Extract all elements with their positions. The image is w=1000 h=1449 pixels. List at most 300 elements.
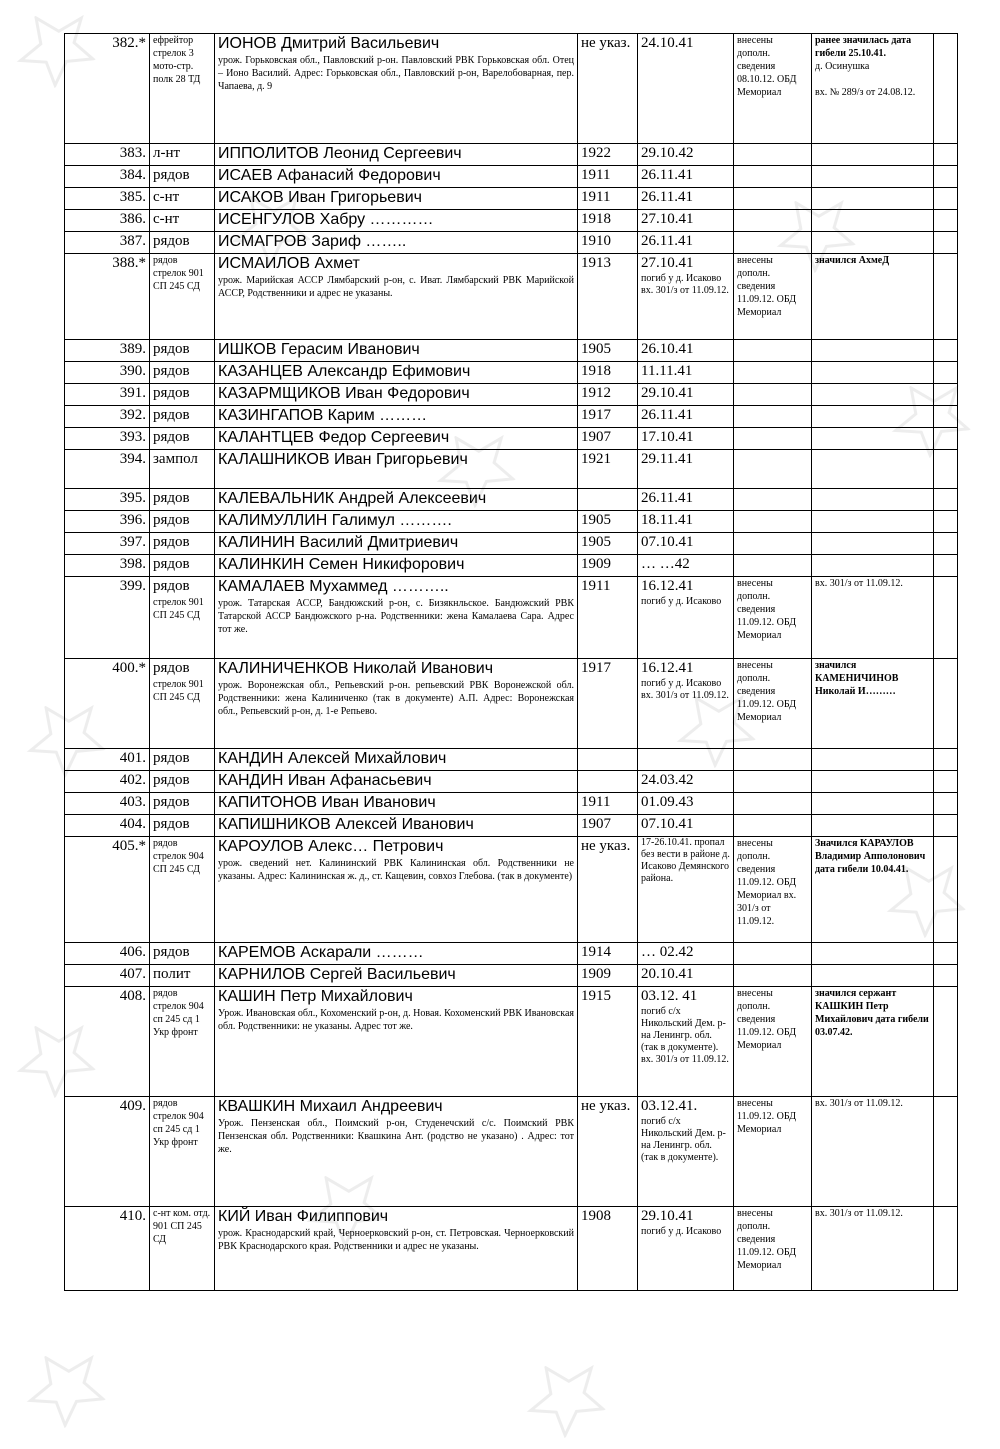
extra-cell — [934, 577, 958, 659]
death-date-cell — [638, 232, 734, 254]
name-cell — [215, 489, 578, 511]
birth-year: 1908 — [581, 1208, 611, 1224]
name-cell — [215, 815, 578, 837]
rank-text: рядов — [153, 429, 190, 445]
name-cell — [215, 987, 578, 1097]
birth-year: 1905 — [581, 512, 611, 528]
info-cell — [734, 254, 812, 340]
death-date-cell — [638, 555, 734, 577]
info-cell — [734, 965, 812, 987]
info-text: внесены дополн. сведения 11.09.12. ОБД Мемориал — [737, 660, 797, 723]
info-cell — [734, 815, 812, 837]
death-date: 29.10.41 — [641, 385, 694, 401]
row-number-text: 385. — [119, 189, 146, 205]
rank-cell — [150, 943, 215, 965]
death-date: 26.11.41 — [641, 167, 693, 183]
rank-cell — [150, 659, 215, 749]
death-note: погиб с/х Никольский Дем. р-на Ленингр. обл. (так в документе). вх. 301/з от 11.09.12. — [641, 1006, 729, 1065]
rank-text: рядов — [153, 772, 190, 788]
rank-text: рядов стрелок 904 сп 245 сд 1 Укр фронт — [153, 988, 204, 1038]
row-number-text: 386. — [119, 211, 146, 227]
birth-year: 1921 — [581, 451, 611, 467]
table-row — [65, 188, 958, 210]
remark-cell — [812, 188, 934, 210]
death-date-cell — [638, 837, 734, 943]
extra-cell — [934, 254, 958, 340]
table-row — [65, 771, 958, 793]
table-row — [65, 1097, 958, 1207]
row-number-text: 396. — [119, 512, 146, 528]
death-date: 01.09.43 — [641, 794, 694, 810]
table-row — [65, 749, 958, 771]
info-cell — [734, 1207, 812, 1291]
birth-year-cell — [578, 166, 638, 188]
full-name: ИСМАИЛОВ Ахмет — [218, 255, 360, 272]
birth-year-cell — [578, 362, 638, 384]
table-row — [65, 577, 958, 659]
birth-year: 1911 — [581, 794, 611, 810]
row-number — [65, 987, 150, 1097]
full-name: КАЛИМУЛЛИН Галимул ………. — [218, 512, 452, 529]
birth-year-cell — [578, 965, 638, 987]
rank-text: с-нт — [153, 211, 180, 227]
death-date: 27.10.41 — [641, 211, 694, 227]
death-date-cell — [638, 533, 734, 555]
rank-text: полит — [153, 966, 191, 982]
row-number — [65, 34, 150, 144]
rank-cell — [150, 489, 215, 511]
person-details: урож. Воронежская обл., Репьевский р-он. репьевский РВК Воронежской обл. Родственники: жена Калиниченко (так в документе) А.П. Адрес: Воронежская обл., Репьевский р-он, д. 1-е Репьево. — [218, 680, 574, 717]
name-cell — [215, 210, 578, 232]
rank-cell — [150, 555, 215, 577]
extra-cell — [934, 210, 958, 232]
birth-year: 1915 — [581, 988, 611, 1004]
extra-cell — [934, 450, 958, 489]
birth-year-cell — [578, 384, 638, 406]
row-number — [65, 771, 150, 793]
birth-year-cell — [578, 254, 638, 340]
death-date-cell — [638, 489, 734, 511]
row-number — [65, 749, 150, 771]
full-name: КАЛАНТЦЕВ Федор Сергеевич — [218, 429, 450, 446]
death-date: 11.11.41 — [641, 363, 693, 379]
birth-year-cell — [578, 749, 638, 771]
row-number — [65, 188, 150, 210]
remark-cell — [812, 659, 934, 749]
row-number — [65, 793, 150, 815]
row-number — [65, 232, 150, 254]
death-date: 18.11.41 — [641, 512, 693, 528]
info-cell — [734, 771, 812, 793]
table-row — [65, 943, 958, 965]
info-cell — [734, 428, 812, 450]
name-cell — [215, 577, 578, 659]
full-name: ИСЕНГУЛОВ Хабру ………… — [218, 211, 434, 228]
row-number — [65, 1207, 150, 1291]
table-row — [65, 166, 958, 188]
full-name: КАЛИНИН Василий Дмитриевич — [218, 534, 459, 551]
name-cell — [215, 34, 578, 144]
birth-year: 1917 — [581, 660, 611, 676]
info-cell — [734, 489, 812, 511]
extra-cell — [934, 555, 958, 577]
full-name: ИШКОВ Герасим Иванович — [218, 341, 420, 358]
row-number-text: 393. — [119, 429, 146, 445]
remark-cell — [812, 749, 934, 771]
extra-cell — [934, 1097, 958, 1207]
remark-bold: значился АхмеД — [815, 255, 890, 266]
row-number-text: 383. — [119, 145, 146, 161]
info-cell — [734, 659, 812, 749]
remark-bold: Значился КАРАУЛОВ Владимир Апполонович дата гибели 10.04.41. — [815, 838, 926, 875]
death-date: 16.12.41 — [641, 660, 694, 676]
rank-cell — [150, 1207, 215, 1291]
table-row — [65, 34, 958, 144]
full-name: ИСАЕВ Афанасий Федорович — [218, 167, 441, 184]
row-number-text: 390. — [119, 363, 146, 379]
death-date: 29.10.41 — [641, 1208, 694, 1224]
death-date-cell — [638, 406, 734, 428]
rank-cell — [150, 34, 215, 144]
remark-bold: ранее значилась дата гибели 25.10.41. — [815, 35, 912, 59]
full-name: КАПИТОНОВ Иван Иванович — [218, 794, 436, 811]
full-name: КАЛИНИЧЕНКОВ Николай Иванович — [218, 660, 494, 677]
death-date-cell — [638, 166, 734, 188]
rank-cell — [150, 511, 215, 533]
death-date-cell — [638, 943, 734, 965]
remark-cell — [812, 144, 934, 166]
extra-cell — [934, 943, 958, 965]
birth-year: 1911 — [581, 167, 611, 183]
birth-year: 1910 — [581, 233, 611, 249]
birth-year-cell — [578, 34, 638, 144]
death-date: … …42 — [641, 556, 690, 572]
rank-cell — [150, 232, 215, 254]
birth-year-cell — [578, 1207, 638, 1291]
rank-cell — [150, 362, 215, 384]
birth-year-cell — [578, 144, 638, 166]
remark-text: вх. 301/з от 11.09.12. — [815, 578, 903, 589]
remark-cell — [812, 815, 934, 837]
row-number — [65, 555, 150, 577]
row-number — [65, 511, 150, 533]
row-number-text: 401. — [119, 750, 146, 766]
table-row — [65, 987, 958, 1097]
name-cell — [215, 188, 578, 210]
remark-bold: значился сержант КАШКИН Петр Михайлович дата гибели 03.07.42. — [815, 988, 929, 1038]
person-details: Урож. Пензенская обл., Поимский р-он, Студенечский с/с. Поимский РВК Пензенская обл. Родственники: Квашкина Ант. (родство не указано) . Адрес: тот же. — [218, 1118, 574, 1155]
extra-cell — [934, 837, 958, 943]
rank-text: зампол — [153, 451, 198, 467]
info-cell — [734, 533, 812, 555]
table-row — [65, 362, 958, 384]
row-number — [65, 144, 150, 166]
death-date-cell — [638, 340, 734, 362]
name-cell — [215, 254, 578, 340]
birth-year-cell — [578, 815, 638, 837]
name-cell — [215, 450, 578, 489]
row-number-text: 400.* — [112, 660, 146, 676]
rank-text: рядов — [153, 363, 190, 379]
rank-text: рядов — [153, 167, 190, 183]
table-row — [65, 659, 958, 749]
name-cell — [215, 340, 578, 362]
info-cell — [734, 232, 812, 254]
death-date-cell — [638, 749, 734, 771]
death-note: погиб у д. Исаково вх. 301/з от 11.09.12. — [641, 678, 729, 701]
table-row — [65, 533, 958, 555]
birth-year-cell — [578, 188, 638, 210]
row-number-text: 398. — [119, 556, 146, 572]
info-text: внесены дополн. сведения 11.09.12. ОБД Мемориал — [737, 1208, 797, 1271]
birth-year-cell — [578, 511, 638, 533]
death-date-cell — [638, 815, 734, 837]
full-name: КАЗИНГАПОВ Карим ……… — [218, 407, 428, 424]
extra-cell — [934, 659, 958, 749]
death-date: 26.10.41 — [641, 341, 694, 357]
person-details: урож. Марийская АССР Лямбарский р-он, с. Иват. Лямбарский РВК Марийской АССР, Родственники и адрес не указаны. — [218, 275, 574, 299]
extra-cell — [934, 533, 958, 555]
death-date-cell — [638, 188, 734, 210]
rank-text: рядов — [153, 750, 190, 766]
row-number-text: 391. — [119, 385, 146, 401]
extra-cell — [934, 511, 958, 533]
rank-cell — [150, 577, 215, 659]
remark-cell — [812, 34, 934, 144]
full-name: КАРЕМОВ Аскарали ……… — [218, 944, 424, 961]
death-date: 29.11.41 — [641, 451, 693, 467]
info-text: внесены дополн. сведения 11.09.12. ОБД Мемориал вх. 301/з от 11.09.12. — [737, 838, 797, 927]
remark-bold: значился КАМЕНИЧИНОВ Николай И……… — [815, 660, 899, 697]
extra-cell — [934, 771, 958, 793]
rank-text: рядов — [153, 385, 190, 401]
rank-text: рядов стрелок 904 СП 245 СД — [153, 838, 204, 875]
table-row — [65, 210, 958, 232]
casualty-register-table — [64, 33, 958, 1291]
name-cell — [215, 659, 578, 749]
remark-cell — [812, 793, 934, 815]
death-date-cell — [638, 771, 734, 793]
row-number — [65, 166, 150, 188]
extra-cell — [934, 340, 958, 362]
birth-year-cell — [578, 210, 638, 232]
death-note: погиб у д. Исаково — [641, 596, 722, 607]
watermark-logo — [508, 1341, 622, 1449]
info-cell — [734, 166, 812, 188]
info-cell — [734, 450, 812, 489]
death-date: … 02.42 — [641, 944, 694, 960]
birth-year-cell — [578, 489, 638, 511]
info-text: внесены дополн. сведения 11.09.12. ОБД Мемориал — [737, 988, 797, 1051]
info-cell — [734, 384, 812, 406]
birth-year-cell — [578, 340, 638, 362]
table-row — [65, 1207, 958, 1291]
info-cell — [734, 362, 812, 384]
death-date: 26.11.41 — [641, 407, 693, 423]
rank-cell — [150, 987, 215, 1097]
name-cell — [215, 1097, 578, 1207]
death-date-cell — [638, 965, 734, 987]
rank-text: рядов — [153, 944, 190, 960]
row-number — [65, 340, 150, 362]
remark-text: вх. 301/з от 11.09.12. — [815, 1208, 903, 1219]
row-number-text: 389. — [119, 341, 146, 357]
full-name: КВАШКИН Михаил Андреевич — [218, 1098, 443, 1115]
rank-text: рядов — [153, 233, 190, 249]
birth-year-cell — [578, 555, 638, 577]
death-date-cell — [638, 254, 734, 340]
info-cell — [734, 1097, 812, 1207]
death-date: 17.10.41 — [641, 429, 694, 445]
rank-cell — [150, 254, 215, 340]
full-name: ИППОЛИТОВ Леонид Сергеевич — [218, 145, 462, 162]
table-row — [65, 450, 958, 489]
full-name: ИОНОВ Дмитрий Васильевич — [218, 35, 440, 52]
row-number — [65, 254, 150, 340]
birth-year: 1913 — [581, 255, 611, 271]
row-number-text: 394. — [119, 451, 146, 467]
info-text: внесены дополн. сведения 11.09.12. ОБД Мемориал — [737, 255, 797, 318]
remark-cell — [812, 166, 934, 188]
name-cell — [215, 384, 578, 406]
info-cell — [734, 943, 812, 965]
birth-year-cell — [578, 1097, 638, 1207]
remark-cell — [812, 406, 934, 428]
extra-cell — [934, 384, 958, 406]
table-row — [65, 793, 958, 815]
name-cell — [215, 428, 578, 450]
birth-year-cell — [578, 533, 638, 555]
row-number — [65, 943, 150, 965]
death-date-cell — [638, 210, 734, 232]
birth-year: 1909 — [581, 556, 611, 572]
info-cell — [734, 210, 812, 232]
extra-cell — [934, 232, 958, 254]
rank-cell — [150, 533, 215, 555]
death-date-cell — [638, 450, 734, 489]
table-row — [65, 555, 958, 577]
table-row — [65, 406, 958, 428]
birth-year: 1917 — [581, 407, 611, 423]
death-date-cell — [638, 144, 734, 166]
rank-text: с-нт ком. отд. 901 СП 245 СД — [153, 1208, 211, 1245]
name-cell — [215, 533, 578, 555]
birth-year: 1918 — [581, 211, 611, 227]
rank-text: рядов — [153, 490, 190, 506]
remark-text: д. Осинушка вх. № 289/з от 24.08.12. — [815, 61, 916, 98]
name-cell — [215, 232, 578, 254]
remark-cell — [812, 533, 934, 555]
remark-cell — [812, 1207, 934, 1291]
rank-cell — [150, 965, 215, 987]
birth-year: 1918 — [581, 363, 611, 379]
name-cell — [215, 406, 578, 428]
row-number-text: 406. — [119, 944, 146, 960]
death-date: 26.11.41 — [641, 189, 693, 205]
extra-cell — [934, 428, 958, 450]
row-number-text: 384. — [119, 167, 146, 183]
info-cell — [734, 555, 812, 577]
info-cell — [734, 749, 812, 771]
remark-cell — [812, 340, 934, 362]
rank-text: рядов — [153, 578, 190, 594]
info-text: внесены дополн. сведения 11.09.12. ОБД Мемориал — [737, 578, 797, 641]
row-number-text: 408. — [119, 988, 146, 1004]
row-number-text: 382.* — [112, 35, 146, 51]
name-cell — [215, 511, 578, 533]
birth-year: не указ. — [581, 1098, 631, 1114]
birth-year-cell — [578, 450, 638, 489]
rank-cell — [150, 837, 215, 943]
death-date: 26.11.41 — [641, 490, 693, 506]
table-row — [65, 837, 958, 943]
rank-text: рядов — [153, 407, 190, 423]
birth-year: 1911 — [581, 189, 611, 205]
death-date: 20.10.41 — [641, 966, 694, 982]
extra-cell — [934, 34, 958, 144]
full-name: КИЙ Иван Филиппович — [218, 1208, 389, 1225]
name-cell — [215, 362, 578, 384]
birth-year: 1914 — [581, 944, 611, 960]
row-number-text: 405.* — [112, 838, 146, 854]
person-details: Урож. Ивановская обл., Кохоменский р-он, д. Новая. Кохоменский РВК Ивановская обл. Родственники: не указаны. Адрес тот же. — [218, 1008, 574, 1032]
row-number — [65, 384, 150, 406]
rank-text: рядов — [153, 534, 190, 550]
birth-year: не указ. — [581, 35, 631, 51]
remark-cell — [812, 771, 934, 793]
name-cell — [215, 144, 578, 166]
extra-cell — [934, 489, 958, 511]
row-number — [65, 489, 150, 511]
remark-cell — [812, 384, 934, 406]
full-name: КАЛЕВАЛЬНИК Андрей Алексеевич — [218, 490, 487, 507]
full-name: КАРНИЛОВ Сергей Васильевич — [218, 966, 456, 983]
rank-cell — [150, 793, 215, 815]
death-note: погиб у д. Исаково — [641, 1226, 722, 1237]
birth-year-cell — [578, 943, 638, 965]
extra-cell — [934, 1207, 958, 1291]
full-name: ИСАКОВ Иван Григорьевич — [218, 189, 422, 206]
name-cell — [215, 943, 578, 965]
birth-year-cell — [578, 837, 638, 943]
birth-year: 1911 — [581, 578, 611, 594]
person-details: урож. Краснодарский край, Черноерковский р-он, ст. Петровская. Черноерковский РВК Краснодарского края. Родственники и адрес не указаны. — [218, 1228, 574, 1252]
watermark-logo — [8, 1331, 122, 1440]
birth-year: 1909 — [581, 966, 611, 982]
birth-year-cell — [578, 577, 638, 659]
row-number — [65, 659, 150, 749]
table-row — [65, 511, 958, 533]
death-date-cell — [638, 384, 734, 406]
death-date-cell — [638, 793, 734, 815]
death-date-cell — [638, 511, 734, 533]
table-row — [65, 232, 958, 254]
rank-text: рядов — [153, 816, 190, 832]
death-date-cell — [638, 362, 734, 384]
birth-year-cell — [578, 659, 638, 749]
table-row — [65, 144, 958, 166]
death-date-cell — [638, 987, 734, 1097]
full-name: КАЛАШНИКОВ Иван Григорьевич — [218, 451, 468, 468]
rank-cell — [150, 210, 215, 232]
row-number-text: 397. — [119, 534, 146, 550]
table-row — [65, 340, 958, 362]
info-text: внесены 11.09.12. ОБД Мемориал — [737, 1098, 797, 1135]
name-cell — [215, 965, 578, 987]
birth-year: 1907 — [581, 816, 611, 832]
death-date: 26.11.41 — [641, 233, 693, 249]
row-number-text: 407. — [119, 966, 146, 982]
